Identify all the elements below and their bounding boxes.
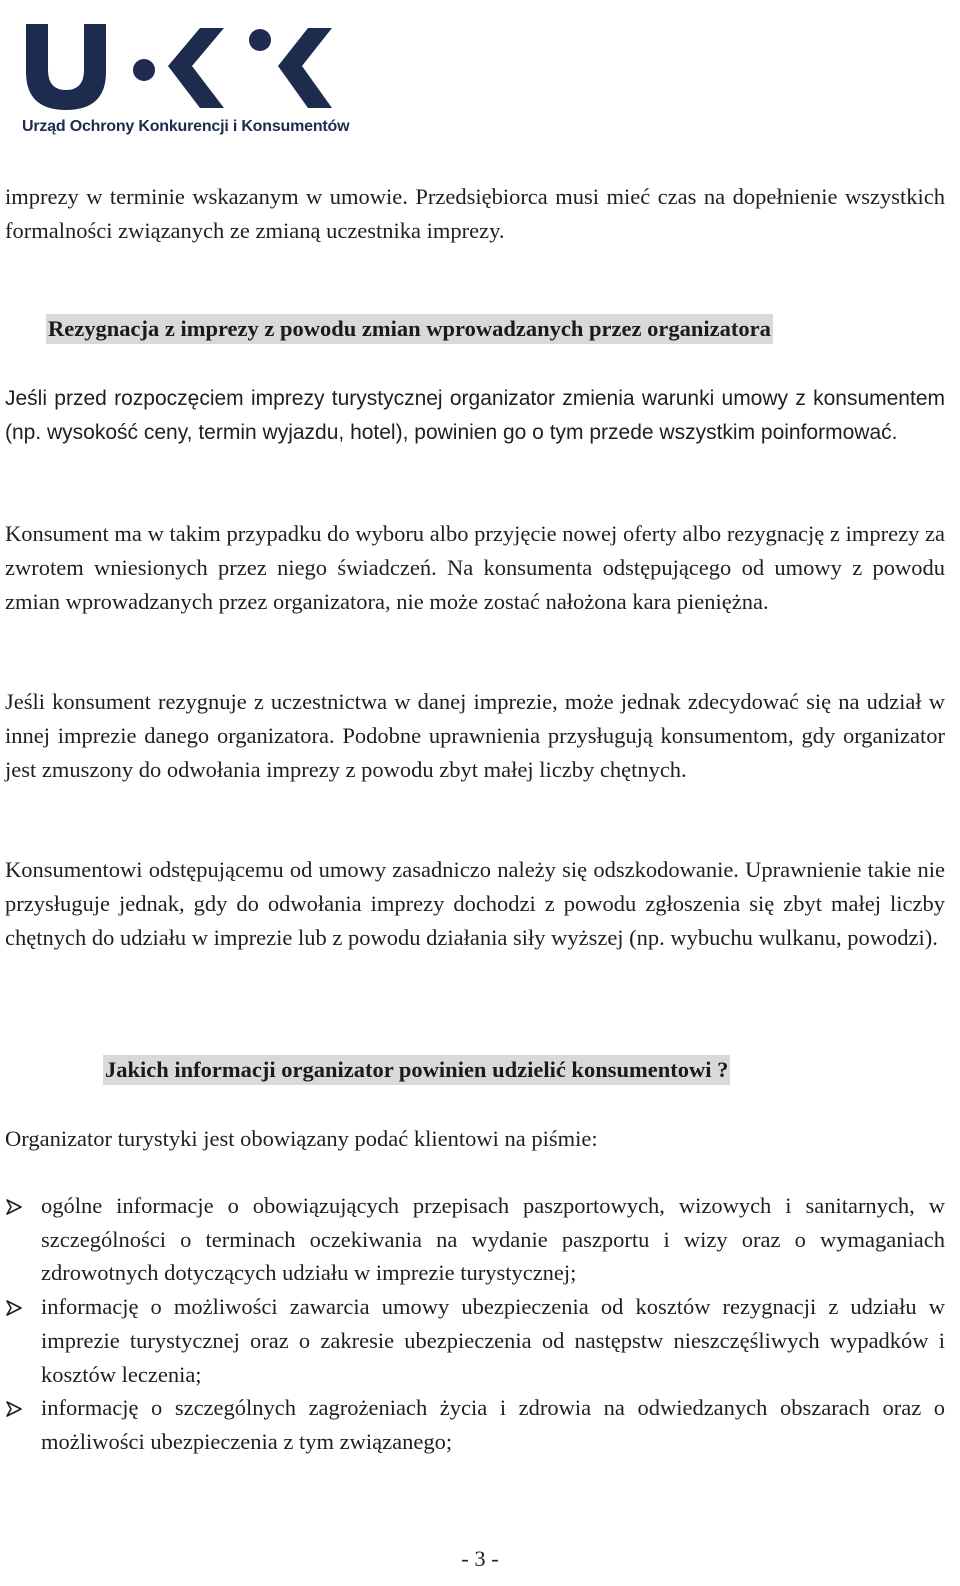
list-item: [5, 1290, 945, 1391]
uokik-logo: [14, 10, 350, 140]
list-item: [5, 1189, 945, 1290]
arrowhead-bullet-icon: [5, 1198, 23, 1216]
paragraph-continuation: imprezy w terminie wskazanym w umowie. Przedsiębiorca musi mieć czas na dopełnienie wszystkich formalności związanych ze zmianą uczestnika imprezy.: [5, 184, 945, 243]
paragraph-list-intro: Organizator turystyki jest obowiązany podać klientowi na piśmie:: [5, 1126, 598, 1151]
list-item-text: informację o szczególnych zagrożeniach życia i zdrowia na odwiedzanych obszarach oraz o możliwości ubezpieczenia z tym związanego;: [41, 1395, 945, 1454]
paragraph-compensation: Konsumentowi odstępującemu od umowy zasadniczo należy się odszkodowanie. Uprawnienie takie nie przysługuje jednak, gdy do odwołania imprezy dochodzi z powodu zgłoszenia się zbyt małej liczby chętnych do udziału w imprezie lub z powodu działania siły wyższej (np. wybuchu wulkanu, powodzi).: [5, 857, 945, 950]
page-number: - 3 -: [461, 1546, 499, 1571]
logo-caption: Urząd Ochrony Konkurencji i Konsumentów: [22, 118, 350, 135]
section-heading-resignation: Rezygnacja z imprezy z powodu zmian wprowadzanych przez organizatora: [46, 314, 773, 344]
paragraph-other-event: Jeśli konsument rezygnuje z uczestnictwa w danej imprezie, może jednak zdecydować się na udział w innej imprezie danego organizatora. Podobne uprawnienia przysługują konsumentom, gdy organizator jest zmuszony do odwołania imprezy z powodu zbyt małej liczby chętnych.: [5, 689, 945, 782]
list-item: [5, 1391, 945, 1458]
arrowhead-bullet-icon: [5, 1400, 23, 1418]
information-list: [5, 1189, 945, 1459]
list-item-text: ogólne informacje o obowiązujących przepisach paszportowych, wizowych i sanitarnych, w szczególności o terminach oczekiwania na wydanie paszportu i wizy oraz o wymaganiach zdrowotnych dotyczących udziału w imprezie turystycznej;: [41, 1193, 945, 1286]
paragraph-organizer-changes: Jeśli przed rozpoczęciem imprezy turystycznej organizator zmienia warunki umowy z konsumentem (np. wysokość ceny, termin wyjazdu, hotel), powinien go o tym przede wszystkim poinformować.: [5, 387, 945, 444]
paragraph-consumer-choice: Konsument ma w takim przypadku do wyboru albo przyjęcie nowej oferty albo rezygnację z imprezy za zwrotem wniesionych przez niego świadczeń. Na konsumenta odstępującego od umowy z powodu zmian wprowadzanych przez organizatora, nie może zostać nałożona kara pieniężna.: [5, 521, 945, 614]
uokik-logo-icon: [14, 10, 344, 115]
arrowhead-bullet-icon: [5, 1299, 23, 1317]
section-heading-information: Jakich informacji organizator powinien udzielić konsumentowi ?: [103, 1055, 730, 1085]
list-item-text: informację o możliwości zawarcia umowy ubezpieczenia od kosztów rezygnacji z udziału w imprezie turystycznej oraz o zakresie ubezpieczenia od następstw nieszczęśliwych wypadków i kosztów leczenia;: [41, 1294, 945, 1387]
